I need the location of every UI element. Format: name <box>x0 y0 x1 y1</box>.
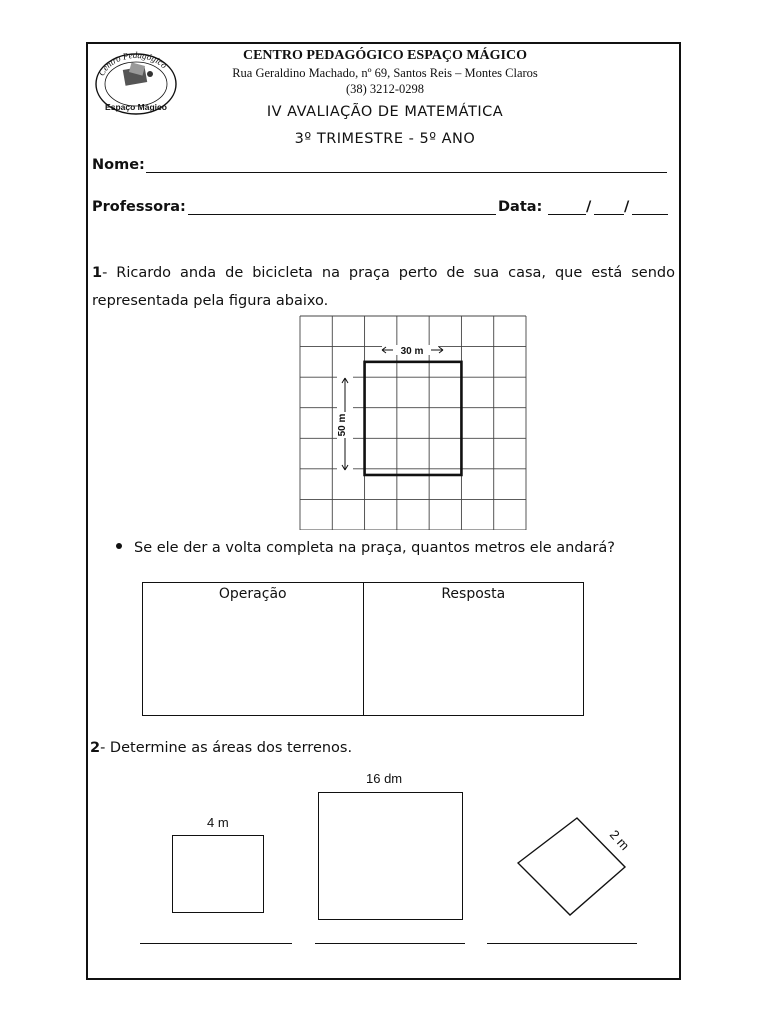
shape-1-square <box>172 835 264 913</box>
answer-table <box>142 582 584 716</box>
exam-title: IV AVALIAÇÃO DE MATEMÁTICA <box>266 104 504 120</box>
teacher-field[interactable] <box>188 214 496 215</box>
operation-header: Operação <box>218 586 287 602</box>
bullet-icon <box>116 543 122 549</box>
shape-2-label: 16 dm <box>366 771 403 786</box>
logo-bottom-text: Espaço Mágico <box>105 102 167 112</box>
shape-2-answer-line[interactable] <box>315 943 465 944</box>
question-2-number: 2 <box>90 740 101 756</box>
operation-cell[interactable] <box>143 583 363 715</box>
question-1-number: 1 <box>92 265 103 281</box>
shape-3-answer-line[interactable] <box>487 943 637 944</box>
date-separator: / <box>586 199 592 215</box>
exam-term: 3º TRIMESTRE - 5º ANO <box>294 131 476 147</box>
name-label: Nome: <box>92 157 145 173</box>
name-field[interactable] <box>146 172 667 173</box>
date-year-field[interactable] <box>632 214 668 215</box>
answer-cell[interactable] <box>363 583 584 715</box>
plaza-rectangle <box>365 362 462 475</box>
shape-1-answer-line[interactable] <box>140 943 292 944</box>
date-month-field[interactable] <box>594 214 624 215</box>
date-label: Data: <box>498 199 543 215</box>
school-address: Rua Geraldino Machado, nº 69, Santos Reis – Montes Claros <box>232 66 538 80</box>
plaza-grid-figure <box>298 314 527 530</box>
shape-1-label: 4 m <box>207 815 229 830</box>
question-2-text: 2- Determine as áreas dos terrenos. <box>90 740 353 756</box>
date-separator: / <box>624 199 630 215</box>
teacher-label: Professora: <box>92 199 186 215</box>
school-phone: (38) 3212-0298 <box>345 82 425 96</box>
width-label: 30 m <box>400 346 424 357</box>
shape-3-rotated-square <box>505 805 640 925</box>
height-dimension <box>337 376 353 470</box>
question-1-text: 1- Ricardo anda de bicicleta na praça perto de sua casa, que está sendo representada pela figura abaixo. <box>92 265 675 309</box>
question-1-bullet: Se ele der a volta completa na praça, quantos metros ele andará? <box>116 540 615 556</box>
width-dimension <box>382 346 443 357</box>
answer-header: Resposta <box>441 586 506 602</box>
date-day-field[interactable] <box>548 214 586 215</box>
shape-3-label: 2 m <box>606 826 633 854</box>
height-label: 50 m <box>337 413 348 437</box>
school-name: CENTRO PEDAGÓGICO ESPAÇO MÁGICO <box>242 48 528 63</box>
shape-2-square <box>318 792 463 920</box>
school-logo <box>92 50 180 120</box>
logo-arc-text: Centro Pedagógico <box>96 50 170 78</box>
